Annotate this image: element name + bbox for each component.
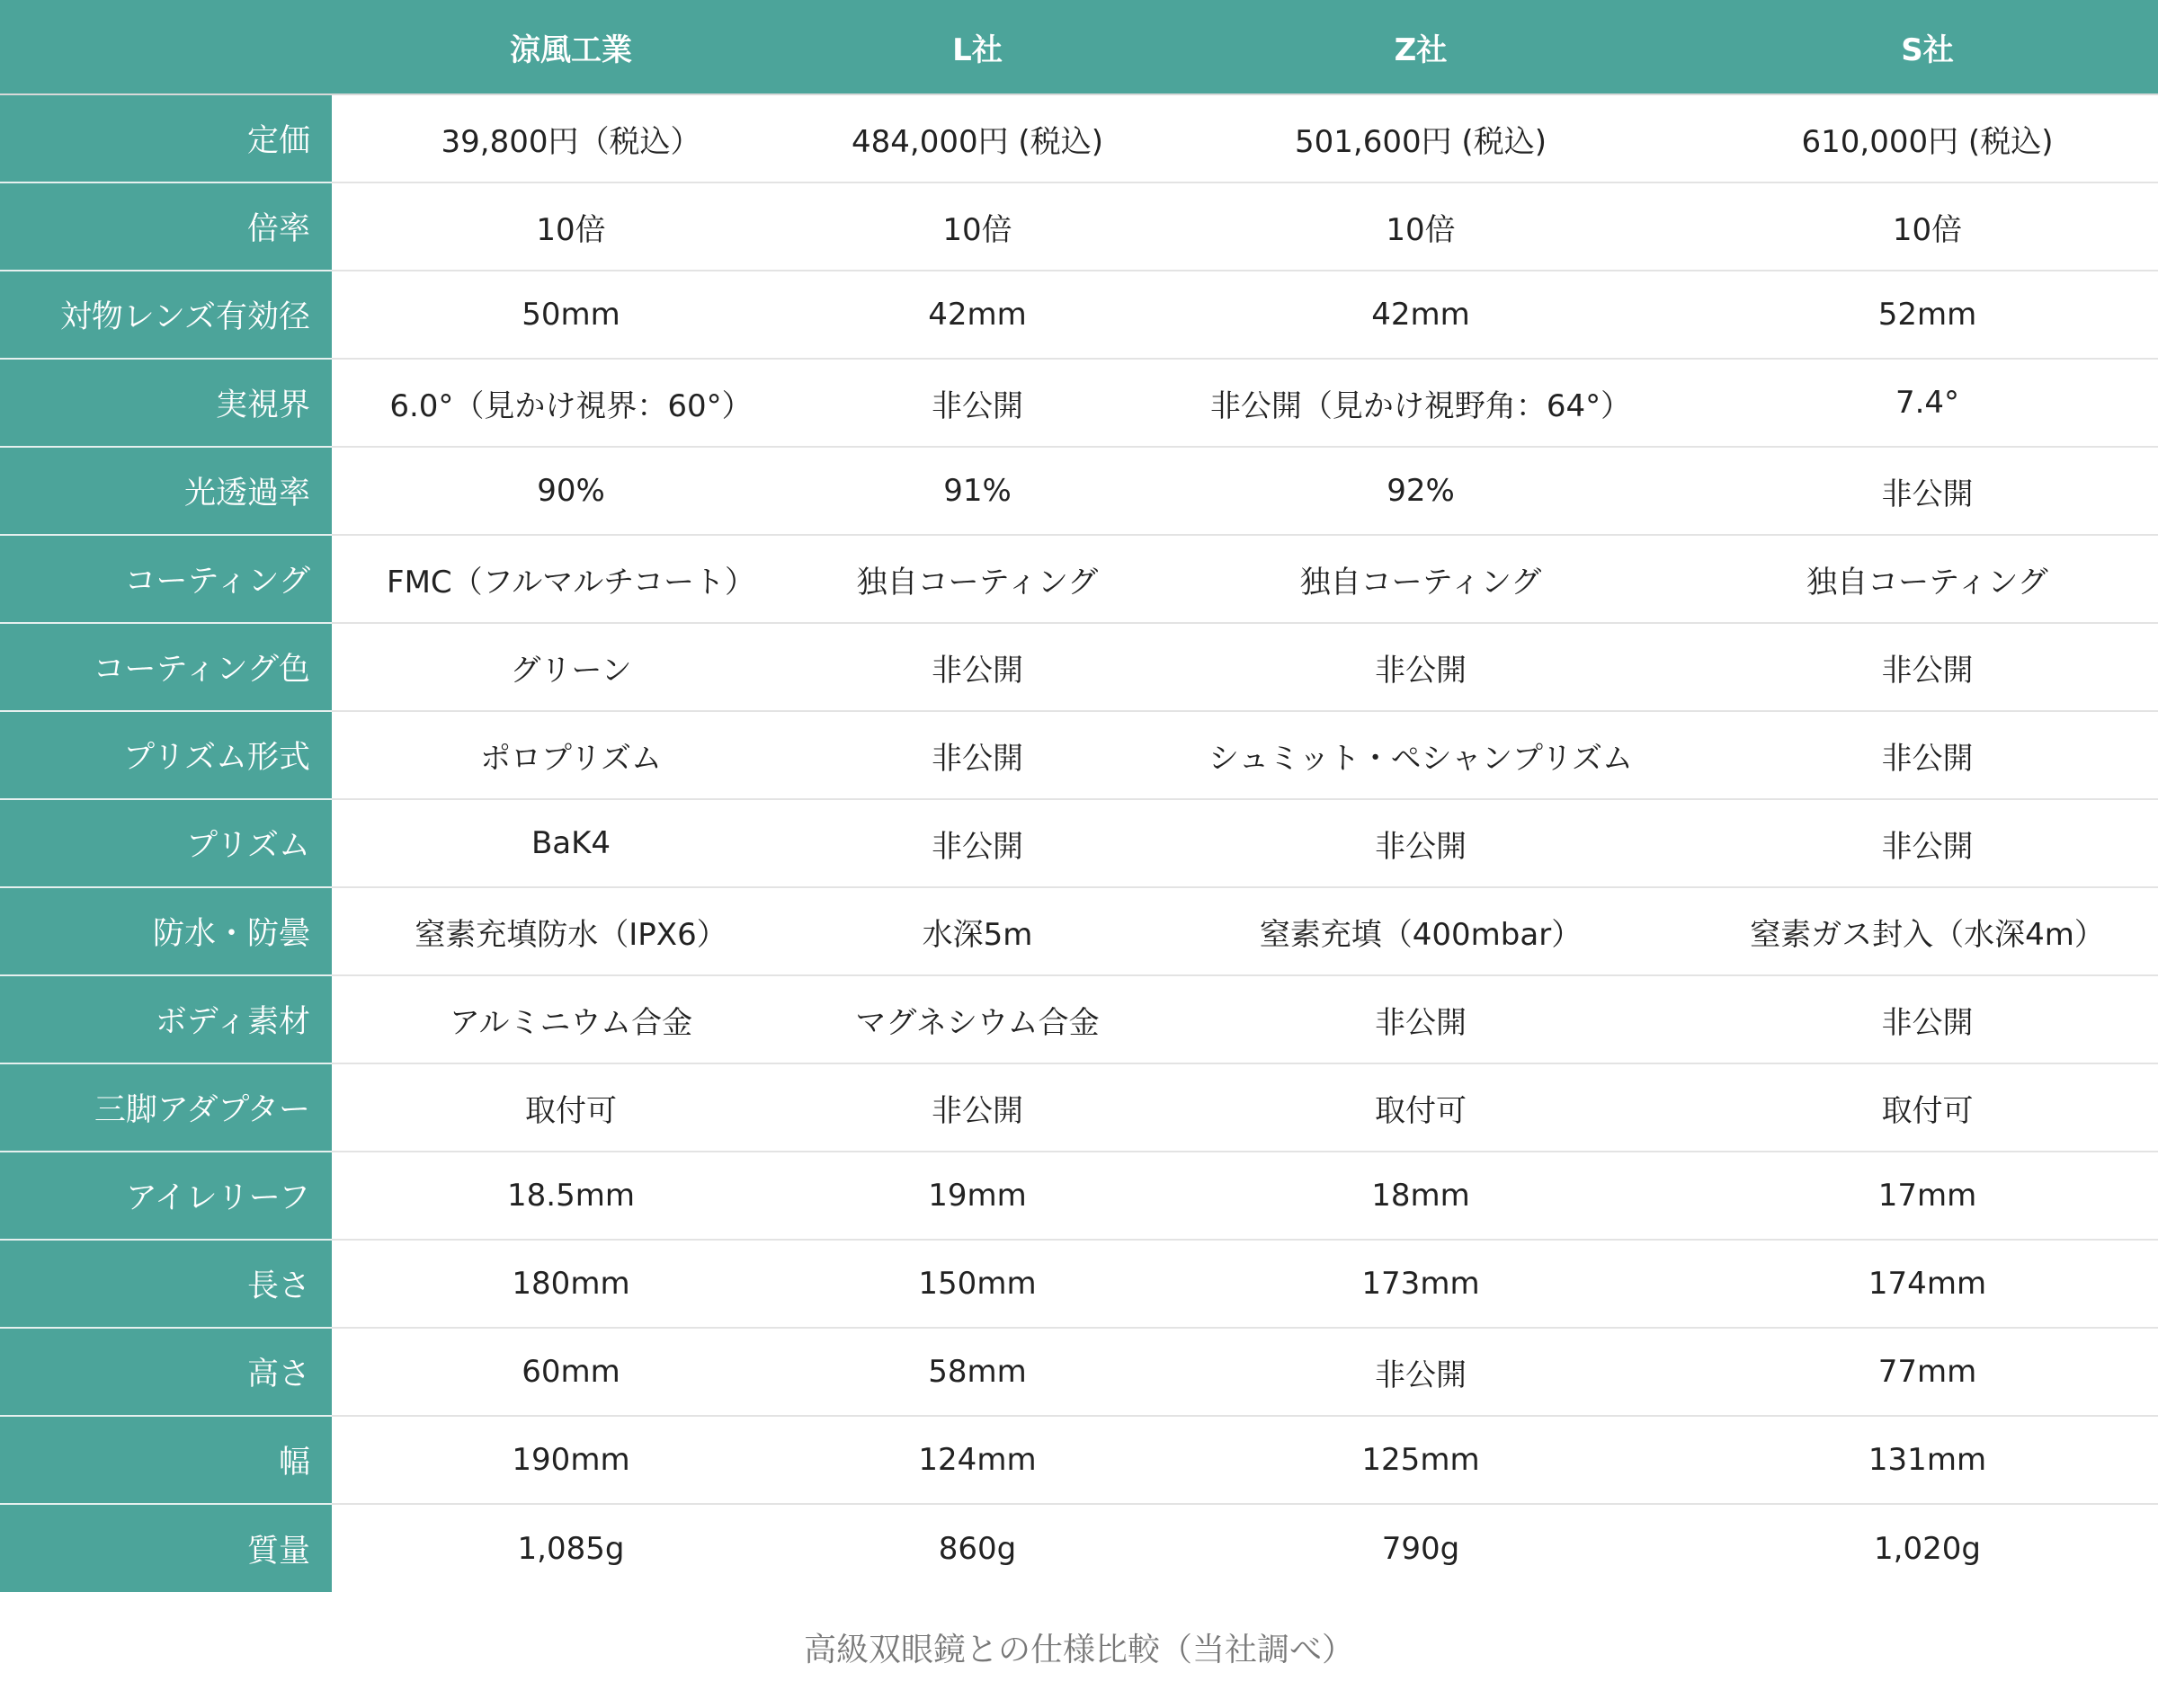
cell-s: 取付可 [1697,1063,2158,1152]
cell-ryofu: 90% [332,447,810,535]
cell-l: 独自コーティング [810,535,1145,623]
cell-z: 窒素充填（400mbar） [1145,887,1697,975]
cell-ryofu: 10倍 [332,182,810,271]
cell-s: 窒素ガス封入（水深4m） [1697,887,2158,975]
row-label: 実視界 [0,359,332,447]
cell-s: 非公開 [1697,623,2158,711]
row-label: 光透過率 [0,447,332,535]
cell-s: 独自コーティング [1697,535,2158,623]
cell-ryofu: FMC（フルマルチコート） [332,535,810,623]
row-label: 三脚アダプター [0,1063,332,1152]
cell-s: 7.4° [1697,359,2158,447]
cell-l: 42mm [810,271,1145,359]
row-label: 質量 [0,1504,332,1592]
cell-s: 10倍 [1697,182,2158,271]
table-row [0,1063,2158,1152]
cell-ryofu: 1,085g [332,1504,810,1592]
table-row [0,1152,2158,1240]
cell-l: 非公開 [810,711,1145,799]
cell-z: 非公開 [1145,623,1697,711]
row-label: ボディ素材 [0,975,332,1063]
cell-l: 484,000円 (税込) [810,94,1145,182]
cell-l: 58mm [810,1328,1145,1416]
cell-ryofu: 39,800円（税込） [332,94,810,182]
table-body [0,94,2158,1592]
cell-z: 非公開 [1145,975,1697,1063]
table-row [0,1240,2158,1328]
row-label: 幅 [0,1416,332,1504]
cell-ryofu: 190mm [332,1416,810,1504]
cell-z: シュミット・ペシャンプリズム [1145,711,1697,799]
cell-z: 173mm [1145,1240,1697,1328]
column-header-z: Z社 [1145,0,1697,94]
cell-ryofu: 取付可 [332,1063,810,1152]
cell-ryofu: BaK4 [332,799,810,887]
cell-s: 非公開 [1697,799,2158,887]
cell-l: マグネシウム合金 [810,975,1145,1063]
cell-ryofu: 6.0°（見かけ視界：60°） [332,359,810,447]
cell-z: 18mm [1145,1152,1697,1240]
table-row [0,359,2158,447]
table-row [0,1416,2158,1504]
cell-s: 77mm [1697,1328,2158,1416]
row-label: 高さ [0,1328,332,1416]
cell-z: 790g [1145,1504,1697,1592]
table-header [0,0,2158,94]
cell-s: 非公開 [1697,447,2158,535]
cell-s: 非公開 [1697,711,2158,799]
cell-l: 124mm [810,1416,1145,1504]
table-row [0,623,2158,711]
cell-z: 10倍 [1145,182,1697,271]
cell-z: 独自コーティング [1145,535,1697,623]
table-caption: 高級双眼鏡との仕様比較（当社調べ） [803,1632,1354,1668]
cell-l: 非公開 [810,799,1145,887]
column-header-ryofu: 涼風工業 [332,0,810,94]
row-label: プリズム形式 [0,711,332,799]
row-label: 定価 [0,94,332,182]
table-row [0,975,2158,1063]
cell-z: 501,600円 (税込) [1145,94,1697,182]
cell-l: 水深5m [810,887,1145,975]
table-row [0,182,2158,271]
cell-ryofu: アルミニウム合金 [332,975,810,1063]
table-row [0,271,2158,359]
header-row [0,0,2158,94]
row-label: コーティング色 [0,623,332,711]
table-row [0,711,2158,799]
cell-l: 非公開 [810,623,1145,711]
cell-l: 非公開 [810,359,1145,447]
cell-l: 860g [810,1504,1145,1592]
table-row [0,535,2158,623]
row-label: アイレリーフ [0,1152,332,1240]
column-header-s: S社 [1697,0,2158,94]
table-row [0,799,2158,887]
table-row [0,1504,2158,1592]
cell-z: 非公開（見かけ視野角：64°） [1145,359,1697,447]
header-corner-cell [0,0,332,94]
row-label: コーティング [0,535,332,623]
cell-ryofu: 180mm [332,1240,810,1328]
cell-l: 10倍 [810,182,1145,271]
cell-ryofu: 18.5mm [332,1152,810,1240]
cell-ryofu: 60mm [332,1328,810,1416]
column-header-l: L社 [810,0,1145,94]
cell-z: 42mm [1145,271,1697,359]
cell-l: 19mm [810,1152,1145,1240]
table-row [0,1328,2158,1416]
cell-ryofu: 50mm [332,271,810,359]
cell-ryofu: 窒素充填防水（IPX6） [332,887,810,975]
row-label: 倍率 [0,182,332,271]
cell-l: 150mm [810,1240,1145,1328]
table-row [0,447,2158,535]
cell-s: 131mm [1697,1416,2158,1504]
cell-z: 取付可 [1145,1063,1697,1152]
cell-s: 174mm [1697,1240,2158,1328]
cell-s: 非公開 [1697,975,2158,1063]
cell-s: 52mm [1697,271,2158,359]
table-row [0,887,2158,975]
cell-z: 非公開 [1145,1328,1697,1416]
cell-l: 91% [810,447,1145,535]
cell-l: 非公開 [810,1063,1145,1152]
table-row [0,94,2158,182]
cell-z: 92% [1145,447,1697,535]
cell-z: 非公開 [1145,799,1697,887]
row-label: 長さ [0,1240,332,1328]
cell-z: 125mm [1145,1416,1697,1504]
row-label: プリズム [0,799,332,887]
row-label: 防水・防曇 [0,887,332,975]
cell-ryofu: ポロプリズム [332,711,810,799]
row-label: 対物レンズ有効径 [0,271,332,359]
cell-ryofu: グリーン [332,623,810,711]
cell-s: 17mm [1697,1152,2158,1240]
cell-s: 610,000円 (税込) [1697,94,2158,182]
cell-s: 1,020g [1697,1504,2158,1592]
